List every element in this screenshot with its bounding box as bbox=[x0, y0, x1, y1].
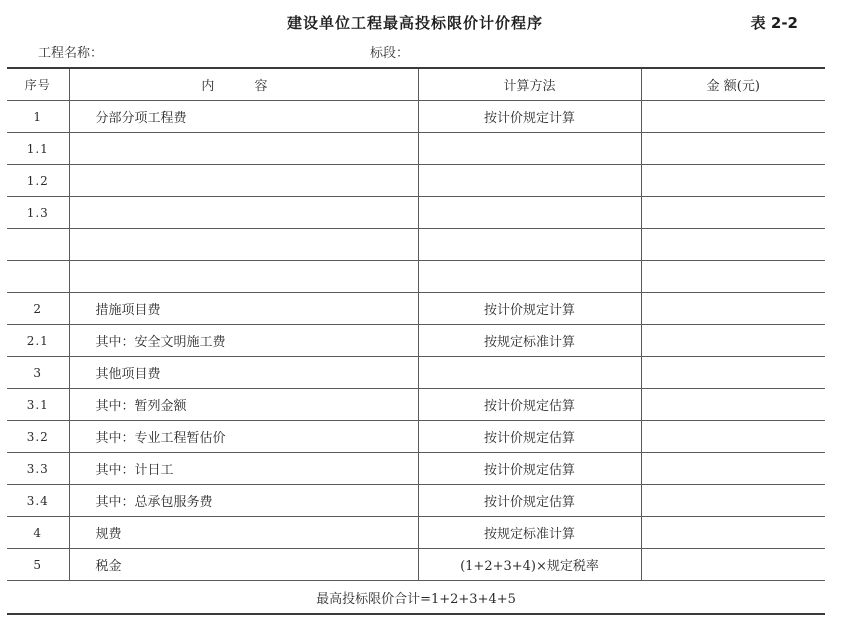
row-amount bbox=[641, 421, 825, 453]
row-method bbox=[418, 229, 641, 261]
row-amount bbox=[641, 101, 825, 133]
row-amount bbox=[641, 517, 825, 549]
table-row bbox=[7, 485, 825, 517]
row-amount bbox=[641, 357, 825, 389]
table-row bbox=[7, 293, 825, 325]
table-row bbox=[7, 453, 825, 485]
row-number: 1.2 bbox=[7, 165, 69, 197]
row-method bbox=[418, 261, 641, 293]
table-row bbox=[7, 517, 825, 549]
total-formula: 最高投标限价合计=1+2+3+4+5 bbox=[7, 581, 825, 615]
table-number: 表 2-2 bbox=[750, 14, 798, 32]
row-method: 按计价规定估算 bbox=[418, 389, 641, 421]
row-amount bbox=[641, 325, 825, 357]
row-method bbox=[418, 133, 641, 165]
row-number: 4 bbox=[7, 517, 69, 549]
row-content: 分部分项工程费 bbox=[69, 101, 418, 133]
row-method: 按规定标准计算 bbox=[418, 325, 641, 357]
row-method: 按计价规定估算 bbox=[418, 453, 641, 485]
table-header-row bbox=[7, 68, 825, 101]
row-content: 其中：安全文明施工费 bbox=[69, 325, 418, 357]
row-amount bbox=[641, 261, 825, 293]
table-row bbox=[7, 165, 825, 197]
row-amount bbox=[641, 293, 825, 325]
row-number: 3.4 bbox=[7, 485, 69, 517]
row-method bbox=[418, 197, 641, 229]
row-amount bbox=[641, 229, 825, 261]
pricing-procedure-table bbox=[7, 67, 825, 615]
row-content bbox=[69, 261, 418, 293]
table-row bbox=[7, 389, 825, 421]
column-header-content: 内 容 bbox=[69, 68, 418, 101]
row-content bbox=[69, 229, 418, 261]
table-row bbox=[7, 229, 825, 261]
row-number: 3.2 bbox=[7, 421, 69, 453]
table-row bbox=[7, 421, 825, 453]
row-content bbox=[69, 133, 418, 165]
row-number: 1.3 bbox=[7, 197, 69, 229]
table-row bbox=[7, 133, 825, 165]
row-amount bbox=[641, 485, 825, 517]
row-method: 按计价规定计算 bbox=[418, 293, 641, 325]
column-header-no: 序号 bbox=[7, 68, 69, 101]
row-method: 按规定标准计算 bbox=[418, 517, 641, 549]
row-content: 其中：总承包服务费 bbox=[69, 485, 418, 517]
row-method bbox=[418, 165, 641, 197]
row-method: (1+2+3+4)×规定税率 bbox=[418, 549, 641, 581]
row-content: 措施项目费 bbox=[69, 293, 418, 325]
row-amount bbox=[641, 453, 825, 485]
table-row bbox=[7, 101, 825, 133]
row-content: 税金 bbox=[69, 549, 418, 581]
document-title: 建设单位工程最高投标限价计价程序 bbox=[286, 14, 543, 32]
row-number: 2 bbox=[7, 293, 69, 325]
row-number bbox=[7, 261, 69, 293]
row-content bbox=[69, 165, 418, 197]
row-number: 2.1 bbox=[7, 325, 69, 357]
column-header-amount: 金 额(元) bbox=[641, 68, 825, 101]
row-amount bbox=[641, 133, 825, 165]
row-number: 5 bbox=[7, 549, 69, 581]
row-number: 3 bbox=[7, 357, 69, 389]
row-method: 按计价规定计算 bbox=[418, 101, 641, 133]
row-number: 3.3 bbox=[7, 453, 69, 485]
row-content: 其他项目费 bbox=[69, 357, 418, 389]
table-body bbox=[7, 101, 825, 581]
row-content: 其中：暂列金额 bbox=[69, 389, 418, 421]
row-content: 规费 bbox=[69, 517, 418, 549]
row-number: 1.1 bbox=[7, 133, 69, 165]
row-method bbox=[418, 357, 641, 389]
row-number: 3.1 bbox=[7, 389, 69, 421]
row-amount bbox=[641, 549, 825, 581]
table-row bbox=[7, 357, 825, 389]
row-amount bbox=[641, 197, 825, 229]
project-name-label: 工程名称： bbox=[38, 46, 104, 61]
row-number bbox=[7, 229, 69, 261]
table-row bbox=[7, 549, 825, 581]
table-row bbox=[7, 261, 825, 293]
row-number: 1 bbox=[7, 101, 69, 133]
row-method: 按计价规定估算 bbox=[418, 421, 641, 453]
total-row bbox=[7, 581, 825, 615]
row-content: 其中：专业工程暂估价 bbox=[69, 421, 418, 453]
row-amount bbox=[641, 165, 825, 197]
row-method: 按计价规定估算 bbox=[418, 485, 641, 517]
row-amount bbox=[641, 389, 825, 421]
column-header-method: 计算方法 bbox=[418, 68, 641, 101]
section-label: 标段： bbox=[370, 46, 410, 61]
row-content: 其中：计日工 bbox=[69, 453, 418, 485]
table-row bbox=[7, 197, 825, 229]
row-content bbox=[69, 197, 418, 229]
table-row bbox=[7, 325, 825, 357]
